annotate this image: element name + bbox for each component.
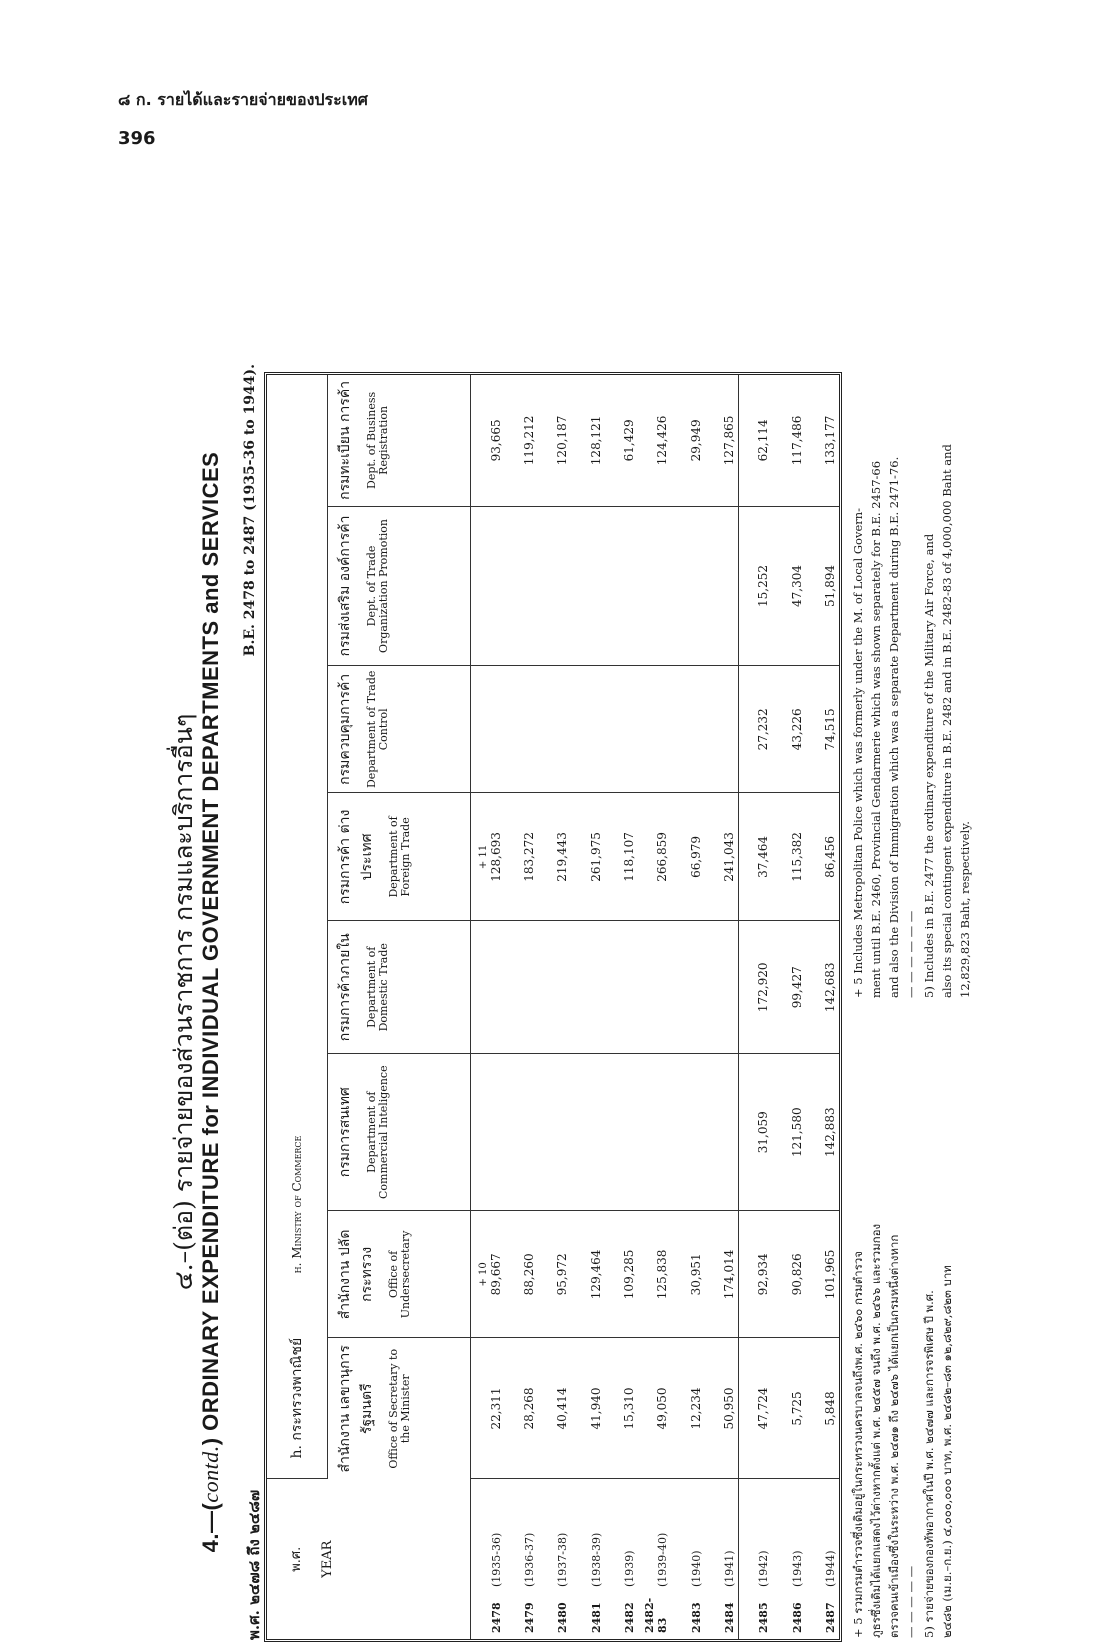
value-cell bbox=[505, 666, 538, 793]
table-row bbox=[638, 375, 671, 1639]
value-cell: 261,975 bbox=[571, 793, 604, 921]
range-english: B.E. 2478 to 2487 (1935-36 to 1944). bbox=[242, 364, 258, 657]
column-header-english: Office of Undersecretary bbox=[386, 1230, 412, 1319]
value-cell: 62,114 bbox=[738, 375, 772, 506]
column-header-english: Department of Trade Control bbox=[364, 670, 390, 789]
value-cell bbox=[505, 1054, 538, 1211]
value-cell: 51,894 bbox=[806, 506, 839, 665]
value-cell: 47,304 bbox=[772, 506, 805, 665]
column-header-english: Dept. of Business Registration bbox=[364, 391, 390, 489]
table-row bbox=[671, 375, 704, 1639]
column-header bbox=[327, 921, 471, 1054]
value-cell: 30,951 bbox=[671, 1211, 704, 1338]
footnote-line: ment until B.E. 2460, Provincial Gendarmerie which was shown separately for B.E. 2457-66 bbox=[868, 460, 883, 998]
value-cell: 120,187 bbox=[538, 375, 571, 506]
footnote-line: 5) รายจ่ายของกองทัพอากาศในปี พ.ศ. ๒๔๗๗ และการจรพิเศษ ปี พ.ศ. bbox=[922, 1290, 937, 1638]
year-cell: 2482-83(1939-40) bbox=[643, 1532, 670, 1633]
value-cell bbox=[671, 921, 704, 1054]
value-cell bbox=[671, 506, 704, 665]
value-cell: 29,949 bbox=[671, 375, 704, 506]
value-cell bbox=[705, 666, 739, 793]
value-cell: 109,285 bbox=[605, 1211, 638, 1338]
value-cell: 86,456 bbox=[806, 793, 839, 921]
value-cell: 22,311 bbox=[471, 1338, 505, 1479]
year-cell: 2481(1938-39) bbox=[589, 1532, 603, 1633]
value-cell: 174,014 bbox=[705, 1211, 739, 1338]
value-cell: 124,426 bbox=[638, 375, 671, 506]
column-header-thai: กรมควบคุมการค้า bbox=[336, 673, 353, 785]
value-cell bbox=[538, 666, 571, 793]
value-cell bbox=[605, 1054, 638, 1211]
value-cell: 118,107 bbox=[605, 793, 638, 921]
footnotes-english bbox=[850, 358, 975, 998]
page-number: 396 bbox=[118, 128, 156, 149]
value-cell bbox=[471, 666, 505, 793]
value-cell: 128,121 bbox=[571, 375, 604, 506]
value-cell bbox=[671, 1054, 704, 1211]
value-cell bbox=[538, 506, 571, 665]
value-cell: 93,665 bbox=[471, 375, 505, 506]
year-cell: 2487(1944) bbox=[824, 1550, 837, 1633]
value-cell bbox=[638, 921, 671, 1054]
value-cell bbox=[571, 666, 604, 793]
year-cell: 2479(1936-37) bbox=[523, 1532, 537, 1633]
value-cell: 28,268 bbox=[505, 1338, 538, 1479]
footnote-line: also its special contingent expenditure in B.E. 2482 and in B.E. 2482-83 of 4,000,000 Baht and bbox=[940, 444, 955, 998]
column-header bbox=[327, 375, 471, 506]
value-cell bbox=[671, 666, 704, 793]
footnote-line: + 5 รวมกรมตำรวจซึ่งเดิมอยู่ในกระทรวงนครบาลจนถึงพ.ศ. ๒๔๖๐ กรมตำรวจ bbox=[851, 1250, 865, 1638]
value-cell bbox=[471, 921, 505, 1054]
footnote-line: 5) Includes in B.E. 2477 the ordinary expenditure of the Military Air Force, and bbox=[922, 533, 937, 998]
column-header-thai: กรมการค้า ต่างประเทศ bbox=[336, 809, 375, 905]
value-cell: 74,515 bbox=[806, 666, 839, 793]
value-cell bbox=[638, 1054, 671, 1211]
column-header bbox=[327, 1338, 471, 1479]
value-cell bbox=[605, 506, 638, 665]
value-cell: 15,252 bbox=[738, 506, 772, 665]
year-cell: 2484(1941) bbox=[722, 1550, 736, 1633]
column-header bbox=[327, 506, 471, 665]
column-header-thai: กรมทะเบียน การค้า bbox=[336, 380, 353, 500]
column-header-thai: กรมการค้าภายใน bbox=[336, 933, 353, 1042]
value-cell: + 10 89,667 bbox=[471, 1211, 505, 1338]
footnote-line: ๒๔๘๒ (เม.ย.–ก.ย.) ๔,๐๐๐,๐๐๐ บาท, พ.ศ. ๒๔๘๒–๘๓ ๑๒,๘๒๙,๘๒๓ บาท bbox=[940, 1265, 955, 1638]
value-cell: 5,725 bbox=[772, 1338, 805, 1479]
value-cell: 101,965 bbox=[806, 1211, 839, 1338]
column-header-row bbox=[327, 375, 471, 1639]
table-row bbox=[772, 375, 805, 1639]
value-cell: 27,232 bbox=[738, 666, 772, 793]
footnote-line: + 5 Includes Metropolitan Police which was formerly under the M. of Local Govern- bbox=[851, 507, 865, 998]
table-row bbox=[705, 375, 739, 1639]
value-cell bbox=[505, 506, 538, 665]
expenditure-table bbox=[264, 372, 842, 1642]
column-header-thai: สำนักงาน เลขานุการรัฐมนตรี bbox=[336, 1345, 375, 1473]
value-cell bbox=[538, 1054, 571, 1211]
value-cell: 117,486 bbox=[772, 375, 805, 506]
column-header bbox=[327, 1054, 471, 1211]
value-cell: 37,464 bbox=[738, 793, 772, 921]
year-cell: 2485(1942) bbox=[738, 1479, 772, 1639]
footnote-line: — — — — — — bbox=[904, 910, 919, 998]
year-cell: 2486(1943) bbox=[790, 1550, 804, 1633]
value-cell: 115,382 bbox=[772, 793, 805, 921]
value-cell bbox=[705, 921, 739, 1054]
value-cell: 88,260 bbox=[505, 1211, 538, 1338]
footnote-line: — — — — — bbox=[904, 1565, 919, 1638]
value-cell: 47,724 bbox=[738, 1338, 772, 1479]
value-cell bbox=[705, 506, 739, 665]
value-cell: 119,212 bbox=[505, 375, 538, 506]
value-cell: 61,429 bbox=[605, 375, 638, 506]
value-cell: 92,934 bbox=[738, 1211, 772, 1338]
column-header bbox=[327, 666, 471, 793]
value-cell bbox=[471, 1054, 505, 1211]
value-cell bbox=[538, 921, 571, 1054]
value-cell bbox=[571, 1054, 604, 1211]
value-cell bbox=[605, 921, 638, 1054]
value-cell: 95,972 bbox=[538, 1211, 571, 1338]
year-cell: 2482(1939) bbox=[622, 1550, 636, 1633]
column-header-english: Department of Domestic Trade bbox=[364, 943, 390, 1032]
column-header-thai: กรมส่งเสริม องค์การค้า bbox=[336, 515, 353, 657]
value-cell: 43,226 bbox=[772, 666, 805, 793]
column-header-thai: สำนักงาน ปลัดกระทรวง bbox=[336, 1229, 375, 1320]
group-header-row bbox=[267, 375, 327, 1639]
column-header-english: Dept. of Trade Organization Promotion bbox=[364, 518, 390, 653]
value-cell: 172,920 bbox=[738, 921, 772, 1054]
value-cell: 241,043 bbox=[705, 793, 739, 921]
column-header-english: Department of Foreign Trade bbox=[386, 816, 412, 898]
value-cell: 40,414 bbox=[538, 1338, 571, 1479]
value-cell: 127,865 bbox=[705, 375, 739, 506]
value-cell: 266,859 bbox=[638, 793, 671, 921]
footnote-line: and also the Division of Immigration which was a separate Department during B.E. 2471-76. bbox=[886, 456, 901, 998]
footnote-line: ตรวจคนเข้าเมืองซึ่งในระหว่าง พ.ศ. ๒๔๗๑ ถึง ๒๔๗๖ ได้แยกเป็นกรมหนึ่งต่างหาก bbox=[886, 1234, 901, 1638]
column-header-thai: กรมการสนเทศ bbox=[336, 1087, 353, 1178]
value-cell: 142,683 bbox=[806, 921, 839, 1054]
value-cell: 133,177 bbox=[806, 375, 839, 506]
value-cell: 121,580 bbox=[772, 1054, 805, 1211]
value-cell: 99,427 bbox=[772, 921, 805, 1054]
value-cell: 66,979 bbox=[671, 793, 704, 921]
running-head: ๘ ก. รายได้และรายจ่ายของประเทศ bbox=[118, 90, 368, 109]
value-cell: + 11 128,693 bbox=[471, 793, 505, 921]
table-row bbox=[505, 375, 538, 1639]
value-cell: 49,050 bbox=[638, 1338, 671, 1479]
footnote-line: ภูธรซึ่งเดิมได้แยกแสดงไว้ต่างหากตั้งแต่ พ.ศ. ๒๔๕๗ จนถึง พ.ศ. ๒๔๖๖ และรวมกอง bbox=[868, 1223, 883, 1638]
value-cell bbox=[505, 921, 538, 1054]
value-cell: 50,950 bbox=[705, 1338, 739, 1479]
value-cell bbox=[638, 666, 671, 793]
value-cell bbox=[638, 506, 671, 665]
column-header bbox=[327, 793, 471, 921]
column-header bbox=[327, 1211, 471, 1338]
value-cell bbox=[705, 1054, 739, 1211]
value-cell: 129,464 bbox=[571, 1211, 604, 1338]
year-cell: 2480(1937-38) bbox=[556, 1532, 570, 1633]
column-header-english: Office of Secretary to the Minister bbox=[386, 1348, 412, 1469]
value-cell: 142,883 bbox=[806, 1054, 839, 1211]
title-english: 4.—(contd.) ORDINARY EXPENDITURE for INDIVIDUAL GOVERNMENT DEPARTMENTS and SERVICES bbox=[198, 451, 223, 1553]
table-row bbox=[806, 375, 839, 1639]
table-row bbox=[471, 375, 505, 1639]
year-cell: 2483(1940) bbox=[689, 1550, 703, 1633]
value-cell: 90,826 bbox=[772, 1211, 805, 1338]
rotated-table-page bbox=[156, 352, 972, 1652]
value-cell: 183,272 bbox=[505, 793, 538, 921]
value-cell: 31,059 bbox=[738, 1054, 772, 1211]
value-cell: 219,443 bbox=[538, 793, 571, 921]
value-cell bbox=[571, 506, 604, 665]
value-cell: 15,310 bbox=[605, 1338, 638, 1479]
footnote-line: 12,829,823 Baht, respectively. bbox=[957, 821, 972, 998]
value-cell bbox=[605, 666, 638, 793]
range-thai: พ.ศ. ๒๔๗๘ ถึง ๒๔๘๗ bbox=[245, 1489, 263, 1640]
ministry-commerce-group: h. กระทรวงพาณิชย์ h. Ministry of Commerce bbox=[267, 375, 327, 1479]
year-cell: 2478(1935-36) bbox=[489, 1532, 503, 1633]
value-cell: 12,234 bbox=[671, 1338, 704, 1479]
table-row bbox=[571, 375, 604, 1639]
value-cell: 125,838 bbox=[638, 1211, 671, 1338]
footnotes-thai bbox=[850, 1038, 957, 1638]
table-row bbox=[538, 375, 571, 1639]
column-header-english: Department of Commercial Inteligence bbox=[364, 1065, 390, 1200]
year-header: พ.ศ. YEAR bbox=[267, 1479, 471, 1639]
table-row bbox=[738, 375, 772, 1639]
value-cell bbox=[471, 506, 505, 665]
value-cell bbox=[571, 921, 604, 1054]
title-thai: ๔.–(ต่อ) รายจ่ายของส่วนราชการ กรมและบริการอื่นๆ bbox=[169, 713, 198, 1291]
table-row bbox=[605, 375, 638, 1639]
value-cell: 41,940 bbox=[571, 1338, 604, 1479]
value-cell: 5,848 bbox=[806, 1338, 839, 1479]
